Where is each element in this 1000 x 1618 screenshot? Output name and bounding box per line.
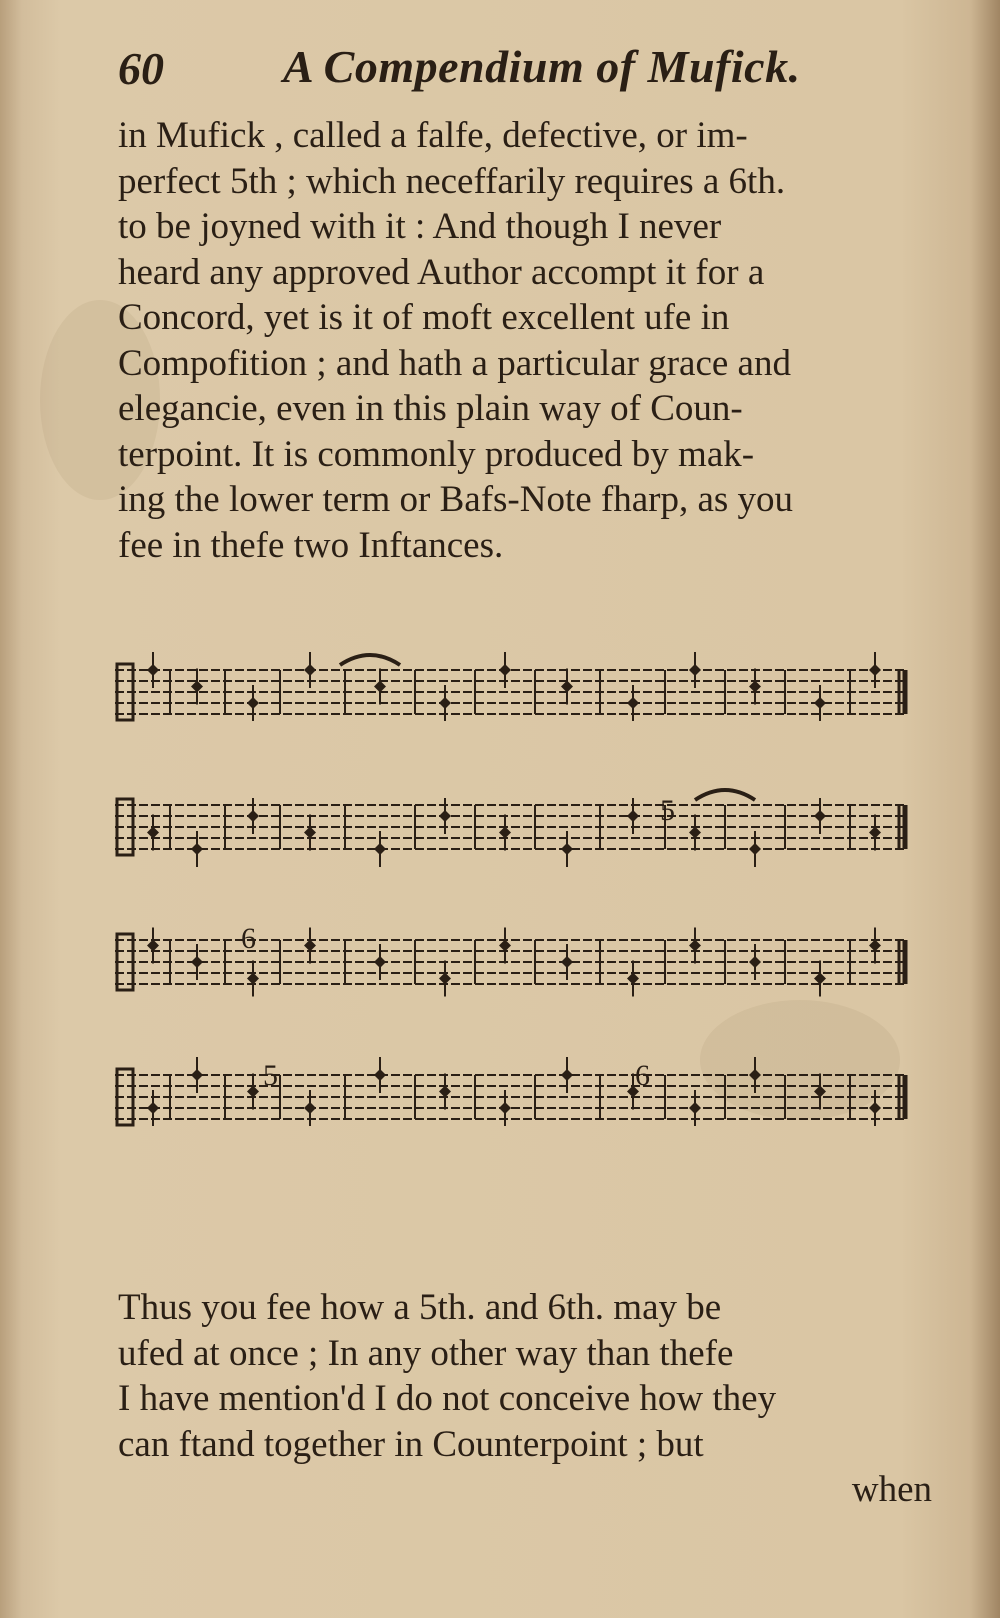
staves — [115, 652, 905, 1126]
text-line: perfect 5th ; which neceffarily requires a 6th. — [118, 160, 786, 202]
page-number: 60 — [118, 43, 164, 94]
music-notation — [115, 640, 945, 1220]
text-line: Thus you fee how a 5th. and 6th. may be — [118, 1287, 722, 1328]
text-line: heard any approved Author accompt it for a — [118, 251, 765, 293]
paragraph-2 — [118, 1285, 940, 1513]
tie — [340, 655, 400, 665]
text-line: ufed at once ; In any other way than thefe — [118, 1332, 734, 1374]
text-line: in Mufick , called a falfe, defective, or im- — [118, 115, 748, 156]
figured-bass-5: 5 — [660, 794, 675, 827]
tie — [695, 790, 755, 800]
figured-bass-5: 5 — [263, 1059, 278, 1092]
text-line: I have mention'd I do not conceive how they — [118, 1378, 777, 1419]
figured-bass-6: 6 — [241, 922, 256, 955]
catchword: when — [851, 1469, 932, 1510]
text-line: fee in thefe two Inftances. — [118, 524, 504, 566]
text-line: to be joyned with it : And though I never — [118, 206, 722, 247]
text-line: elegancie, even in this plain way of Coun- — [118, 388, 743, 429]
page-header — [118, 38, 898, 98]
text-line: can ftand together in Counterpoint ; but — [118, 1423, 704, 1465]
text-line: Compofition ; and hath a particular grace and — [118, 342, 791, 384]
running-title: A Compendium of Mufick. — [283, 41, 801, 92]
text-line: terpoint. It is commonly produced by mak- — [118, 433, 755, 475]
text-line: Concord, yet is it of moft excellent ufe in — [118, 297, 730, 338]
music-example — [115, 640, 945, 1220]
paragraph-1 — [118, 113, 940, 568]
text-line: ing the lower term or Bafs-Note fharp, as you — [118, 479, 794, 520]
figured-bass-6: 6 — [635, 1059, 650, 1092]
